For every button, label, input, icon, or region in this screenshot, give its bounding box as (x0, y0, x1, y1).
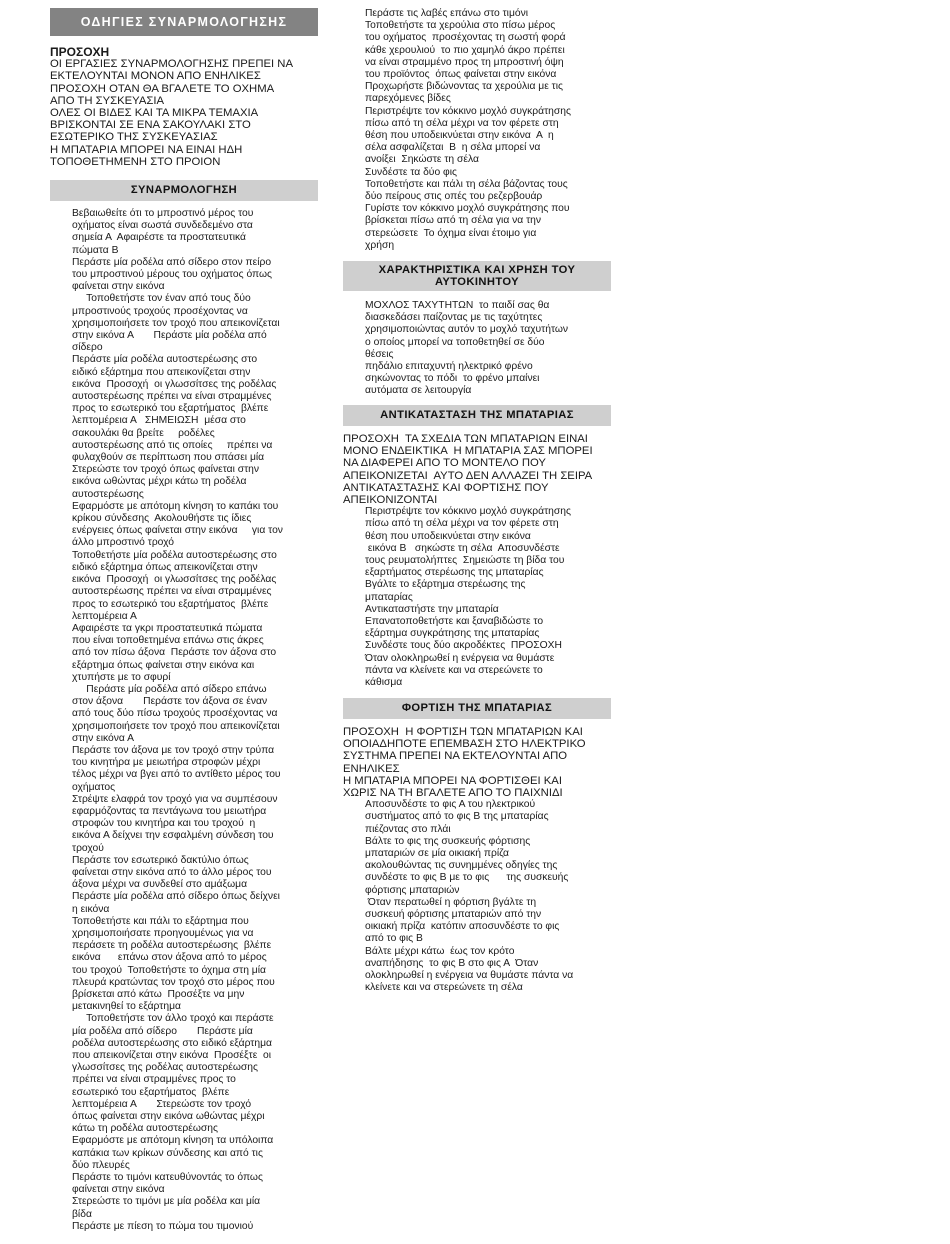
assembly-text (50, 208, 350, 1233)
battery-caution-line: ΑΠΕΙΚΟΝΙΖΕΤΑΙ ΑΥΤΟ ΔΕΝ ΑΛΛΑΖΕΙ ΤΗ ΣΕΙΡΑ (343, 469, 593, 482)
assembly-continued-line: κάθε χερουλιού το πιο χαμηλό άκρο πρέπει (365, 44, 565, 56)
caution-line: ΟΙ ΕΡΓΑΣΙΕΣ ΣΥΝΑΡΜΟΛΟΓΗΣΗΣ ΠΡΕΠΕΙ ΝΑ (50, 58, 294, 71)
features-line: χρησιμοποιώντας αυτόν το μοχλό ταχυτήτων (365, 324, 569, 336)
assembly-line: εικόνα επάνω στον άξονα από το μέρος (72, 952, 267, 964)
assembly-line: από τον πίσω άξονα Περάστε τον άξονα στο (72, 647, 277, 659)
assembly-line: βίδα (72, 1208, 92, 1220)
charging-line: Βάλτε μέχρι κάτω έως τον κρότο (365, 945, 515, 957)
charging-line: ολοκληρωθεί η ενέργεια να θυμάστε πάντα να (365, 970, 574, 982)
caution-line: Η ΜΠΑΤΑΡΙΑ ΜΠΟΡΕΙ ΝΑ ΕΙΝΑΙ ΗΔΗ (50, 143, 243, 156)
assembly-continued-line: Γυρίστε τον κόκκινο μοχλό συγκράτησης που (365, 203, 570, 215)
charging-line: Όταν περατωθεί η φόρτιση βγάλτε τη (365, 896, 537, 908)
assembly-line: Περάστε με πίεση το πώμα του τιμονιού (72, 1220, 254, 1232)
caution-label: ΠΡΟΣΟΧΗ (50, 45, 110, 59)
assembly-continued-line: Συνδέστε τα δύο φις (365, 166, 457, 178)
assembly-line: φαίνεται στην εικόνα από το άλλο μέρος του (72, 866, 272, 878)
battery-line: Αντικαταστήστε την μπαταρία (365, 603, 499, 615)
assembly-line: που απεικονίζεται στην εικόνα Προσέξτε οι (72, 1050, 272, 1062)
assembly-line: εικόνα Προσοχή οι γλωσσίτσες της ροδέλας (72, 378, 277, 390)
assembly-line: χρησιμοποιήσετε τον τροχό που απεικονίζεται (72, 720, 280, 732)
battery-line: Επανατοποθετήστε και ξαναβιδώστε το (365, 616, 544, 628)
assembly-line: ροδέλα αυτοστερέωσης στο ειδικό εξάρτημα (72, 1037, 272, 1049)
features-heading-line2: ΑΥΤΟΚΙΝΗΤΟΥ (434, 276, 520, 288)
battery-caution-line: ΑΝΤΙΚΑΤΑΣΤΑΣΗΣ ΚΑΙ ΦΟΡΤΙΣΗΣ ΠΟΥ (343, 481, 549, 494)
assembly-line: αυτοστερέωσης από τις οποίες πρέπει να (72, 439, 273, 451)
battery-replace-heading (343, 405, 611, 426)
charging-line: κλείνετε και να στερεώνετε τη σέλα (365, 982, 523, 994)
charging-line: ακολουθώντας τις συνημμένες οδηγίες της (365, 860, 558, 872)
charging-line: συνδέστε το φις Β με το φις της συσκευής (365, 872, 569, 884)
assembly-continued-line: Τοποθετήστε και πάλι τη σέλα βάζοντας τους (365, 178, 568, 190)
assembly-line: του κινητήρα με μειωτήρα στροφών μέχρι (72, 757, 261, 769)
assembly-continued-line: χρήση (365, 239, 395, 251)
charging-line: συσκευή φόρτισης μπαταριών από την (365, 909, 542, 921)
assembly-line: οχήματος (72, 781, 116, 793)
assembly-line: στον άξονα Περάστε τον άξονα σε έναν (72, 696, 268, 708)
charging-line: συστήματος από το φις Β της μπαταρίας (365, 811, 549, 823)
battery-line: Βγάλτε το εξάρτημα στερέωσης της (365, 579, 526, 591)
assembly-continued-line: ανοίξει Σηκώστε τη σέλα (365, 154, 479, 166)
charging-line: οικιακή πρίζα κατόπιν αποσυνδέστε το φις (365, 921, 560, 933)
assembly-line: εξάρτημα όπως φαίνεται στην εικόνα και (72, 659, 255, 671)
assembly-heading (50, 180, 318, 201)
assembly-line: πώματα Β (72, 244, 119, 256)
charging-caution (343, 726, 611, 799)
assembly-line: αυτοστερέωσης πρέπει να είναι στραμμένες (72, 586, 272, 598)
assembly-line: Εφαρμόστε με απότομη κίνηση τα υπόλοιπα (72, 1135, 274, 1147)
assembly-line: Τοποθετήστε τον άλλο τροχό και περάστε (72, 1013, 274, 1025)
caution-line: ΕΣΩΤΕΡΙΚΟ ΤΗΣ ΣΥΣΚΕΥΑΣΙΑΣ (50, 131, 218, 144)
assembly-line: Περάστε μία ροδέλα από σίδερο όπως δείχνει (72, 891, 280, 903)
assembly-line: Τοποθετήστε τον έναν από τους δύο (72, 293, 251, 305)
features-line: ο οποίος μπορεί να τοποθετηθεί σε δύο (365, 336, 545, 348)
charging-caution-line: ΣΥΣΤΗΜΑ ΠΡΕΠΕΙ ΝΑ ΕΚΤΕΛΟΥΝΤΑΙ ΑΠΟ (343, 750, 568, 763)
assembly-line: Στρέψτε ελαφρά τον τροχό για να συμπέσουν (72, 793, 278, 805)
assembly-line: Περάστε μία ροδέλα από σίδερο επάνω (72, 683, 267, 695)
battery-caution-line: ΜΟΝΟ ΕΝΔΕΙΚΤΙΚΑ Η ΜΠΑΤΑΡΙΑ ΣΑΣ ΜΠΟΡΕΙ (343, 445, 593, 458)
assembly-line: εικόνα Α δείχνει την εσφαλμένη σύνδεση του (72, 830, 274, 842)
battery-line: κάθισμα (365, 677, 403, 689)
assembly-line: Εφαρμόστε με απότομη κίνηση το καπάκι του (72, 500, 279, 512)
assembly-line: χτυπήστε με το σφυρί (72, 671, 171, 683)
assembly-line: καπάκια των κρίκων σύνδεσης και από τις (72, 1147, 263, 1159)
battery-replace-caution (343, 433, 611, 506)
assembly-line: λεπτομέρεια Α (72, 610, 137, 622)
assembly-line: φαίνεται στην εικόνα (72, 1184, 165, 1196)
battery-replace-heading-text: ΑΝΤΙΚΑΤΑΣΤΑΣΗ ΤΗΣ ΜΠΑΤΑΡΙΑΣ (380, 409, 574, 421)
assembly-line: λεπτομέρεια Α Στερεώστε τον τροχό (72, 1098, 252, 1110)
assembly-line: όπως φαίνεται στην εικόνα ωθώντας μέχρι (72, 1111, 265, 1123)
assembly-line: εφαρμόζοντας τα πεντάγωνα του μειωτήρα (72, 805, 267, 817)
charging-caution-line: ΕΝΗΛΙΚΕΣ (343, 762, 400, 775)
assembly-line: εσωτερικό του εξαρτήματος βλέπε (72, 1086, 230, 1098)
battery-line: Συνδέστε τους δύο ακροδέκτες ΠΡΟΣΟΧΗ (365, 640, 562, 652)
assembly-continued-line: σέλα ασφαλίζεται Β η σέλα μπορεί να (365, 142, 541, 154)
assembly-line: που είναι τοποθετημένα επάνω στις άκρες (72, 635, 264, 647)
charging-caution-line: ΧΩΡΙΣ ΝΑ ΤΗ ΒΓΑΛΕΤΕ ΑΠΟ ΤΟ ΠΑΙΧΝΙΔΙ (343, 787, 563, 800)
charging-text (343, 799, 611, 994)
battery-line: Περιστρέψτε τον κόκκινο μοχλό συγκράτησης (365, 506, 571, 518)
assembly-continued-line: Τοποθετήστε τα χερούλια στο πίσω μέρος (365, 20, 556, 32)
assembly-line: η εικόνα (72, 903, 110, 915)
features-line: διασκεδάσει παίζοντας με τις ταχύτητες (365, 312, 543, 324)
features-line: αυτόματα σε λειτουργία (365, 385, 472, 397)
assembly-line: μπροστινούς τροχούς προσέχοντας να (72, 305, 248, 317)
assembly-line: ενέργειες όπως φαίνεται στην εικόνα για τον (72, 525, 283, 537)
assembly-line: Βεβαιωθείτε ότι το μπροστινό μέρος του (72, 208, 254, 219)
battery-caution-line: ΝΑ ΔΙΑΦΕΡΕΙ ΑΠΟ ΤΟ ΜΟΝΤΕΛΟ ΠΟΥ (343, 457, 546, 470)
assembly-line: στροφών του κινητήρα και του τροχού η (72, 818, 256, 830)
battery-caution-line: ΠΡΟΣΟΧΗ ΤΑ ΣΧΕΔΙΑ ΤΩΝ ΜΠΑΤΑΡΙΩΝ ΕΙΝΑΙ (343, 433, 588, 445)
battery-line: εικόνα Β σηκώστε τη σέλα Αποσυνδέστε (365, 542, 560, 554)
assembly-line: του μπροστινού μέρους του οχήματος όπως (72, 269, 273, 281)
assembly-line: Περάστε μία ροδέλα από σίδερο στον πείρο (72, 256, 272, 268)
charging-line: από το φις Β (365, 933, 423, 945)
features-heading-line1: ΧΑΡΑΚΤΗΡΙΣΤΙΚΑ ΚΑΙ ΧΡΗΣΗ ΤΟΥ (378, 264, 576, 276)
features-line: σηκώνοντας το πόδι το φρένο μπαίνει (365, 373, 540, 385)
caution-block (50, 46, 322, 168)
charging-heading-text: ΦΟΡΤΙΣΗ ΤΗΣ ΜΠΑΤΑΡΙΑΣ (401, 702, 553, 714)
assembly-line: Στερεώστε το τιμόνι με μία ροδέλα και μία (72, 1196, 261, 1208)
assembly-line: τροχού (72, 842, 104, 854)
battery-replace-section (343, 433, 611, 689)
assembly-line: κάτω τη ροδέλα αυτοστερέωσης (72, 1123, 218, 1135)
charging-section (343, 726, 611, 994)
assembly-line: γλωσσίτσες της ροδέλας αυτοστερέωσης (72, 1062, 258, 1074)
battery-line: πίσω από τη σέλα μέχρι να τον φέρετε στη (365, 518, 559, 530)
assembly-line: σημεία Α Αφαιρέστε τα προστατευτικά (72, 232, 246, 244)
assembly-line: άλλο μπροστινό τροχό (72, 537, 174, 549)
caution-line: ΠΡΟΣΟΧΗ ΟΤΑΝ ΘΑ ΒΓΑΛΕΤΕ ΤΟ ΟΧΗΜΑ (50, 82, 275, 95)
assembly-line: σακουλάκι θα βρείτε ροδέλες (72, 427, 215, 439)
battery-line: θέση που υποδεικνύεται στην εικόνα (365, 530, 531, 542)
assembly-line: Τοποθετήστε και πάλι το εξάρτημα που (72, 915, 249, 927)
charging-caution-line: Η ΜΠΑΤΑΡΙΑ ΜΠΟΡΕΙ ΝΑ ΦΟΡΤΙΣΘΕΙ ΚΑΙ (343, 774, 562, 787)
features-line: ΜΟΧΛΟΣ ΤΑΧΥΤΗΤΩΝ το παιδί σας θα (365, 300, 550, 311)
caution-line: ΒΡΙΣΚΟΝΤΑΙ ΣΕ ΕΝΑ ΣΑΚΟΥΛΑΚΙ ΣΤΟ (50, 119, 251, 132)
battery-line: τους ρευματολήπτες Σημειώστε τη βίδα του (365, 555, 565, 567)
assembly-line: χρησιμοποιήσετε τον τροχό που απεικονίζεται (72, 317, 280, 329)
assembly-line: τέλος μέχρι να βγει από το αντίθετο μέρος του (72, 769, 281, 781)
charging-heading (343, 698, 611, 719)
assembly-line: χρησιμοποιήσατε προηγουμένως για να (72, 927, 254, 939)
assembly-continued-line: βρίσκεται πίσω από τη σέλα για να την (365, 215, 542, 227)
assembly-continued-text (343, 8, 611, 252)
assembly-continued-line: Περιστρέψτε τον κόκκινο μοχλό συγκράτησης (365, 105, 571, 117)
battery-caution-line: ΑΠΕΙΚΟΝΙΖΟΝΤΑΙ (343, 494, 438, 507)
caution-lines (50, 58, 322, 168)
charging-line: πιέζοντας στο πλάι (365, 823, 451, 835)
assembly-line: Στερεώστε τον τροχό όπως φαίνεται στην (72, 464, 260, 476)
caution-line: ΤΟΠΟΘΕΤΗΜΕΝΗ ΣΤΟ ΠΡΟΙΟΝ (50, 155, 221, 168)
charging-caution-line: ΟΠΟΙΑΔΗΠΟΤΕ ΕΠΕΜΒΑΣΗ ΣΤΟ ΗΛΕΚΤΡΙΚΟ (343, 738, 586, 751)
charging-line: μπαταριών σε μία οικιακή πρίζα (365, 848, 509, 860)
assembly-line: εικόνα Προσοχή οι γλωσσίτσες της ροδέλας (72, 574, 277, 586)
assembly-continued (343, 8, 611, 252)
features-heading (343, 261, 611, 291)
assembly-line: φυλαχθούν σε περίπτωση που σπάσει μία (72, 452, 265, 464)
caution-line: ΟΛΕΣ ΟΙ ΒΙΔΕΣ ΚΑΙ ΤΑ ΜΙΚΡΑ ΤΕΜΑΧΙΑ (50, 107, 259, 120)
assembly-line: Περάστε μία ροδέλα αυτοστερέωσης στο (72, 354, 258, 366)
assembly-heading-text: ΣΥΝΑΡΜΟΛΟΓΗΣΗ (130, 184, 238, 196)
charging-line: Αποσυνδέστε το φις Α του ηλεκτρικού (365, 799, 536, 811)
battery-line: μπαταρίας (365, 591, 413, 603)
assembly-line: πρέπει να είναι στραμμένες προς το (72, 1074, 236, 1086)
charging-caution-line: ΠΡΟΣΟΧΗ Η ΦΟΡΤΙΣΗ ΤΩΝ ΜΠΑΤΑΡΙΩΝ ΚΑΙ (343, 726, 583, 738)
assembly-line: πλευρά κρατώντας τον τροχό στο μέρος που (72, 976, 275, 988)
assembly-line: Αφαιρέστε τα γκρι προστατευτικά πώματα (72, 622, 263, 634)
battery-line: εξάρτημα συγκράτησης της μπαταρίας (365, 628, 540, 640)
assembly-line: λεπτομέρεια Α ΣΗΜΕΙΩΣΗ μέσα στο (72, 415, 246, 427)
assembly-continued-line: να είναι στραμμένο προς τη μπροστινή όψη (365, 56, 564, 68)
document-title: ΟΔΗΓΙΕΣ ΣΥΝΑΡΜΟΛΟΓΗΣΗΣ (50, 8, 318, 36)
caution-text (50, 46, 322, 168)
assembly-line: μία ροδέλα από σίδερο Περάστε μία (72, 1025, 253, 1037)
assembly-line: Περάστε τον εσωτερικό δακτύλιο όπως (72, 854, 249, 866)
assembly-continued-line: πίσω από τη σέλα μέχρι να τον φέρετε στη (365, 117, 559, 129)
caution-line: ΕΚΤΕΛΟΥΝΤΑΙ ΜΟΝΟΝ ΑΠΟ ΕΝΗΛΙΚΕΣ (50, 70, 261, 83)
assembly-continued-line: θέση που υποδεικνύεται στην εικόνα Α η (365, 130, 554, 142)
assembly-line: κρίκου σύνδεσης Ακολουθήστε τις ίδιες (72, 513, 252, 525)
battery-line: εξαρτήματος στερέωσης της μπαταρίας (365, 567, 544, 579)
features-section (343, 300, 611, 398)
assembly-line: σίδερο (72, 342, 103, 354)
assembly-line: Περάστε τον άξονα με τον τροχό στην τρύπα (72, 744, 275, 756)
assembly-line: στην εικόνα Α (72, 732, 135, 744)
assembly-continued-line: του προϊόντος όπως φαίνεται στην εικόνα (365, 69, 557, 81)
assembly-line: ειδικό εξάρτημα όπως απεικονίζεται στην (72, 561, 258, 573)
assembly-line: εικόνα ωθώντας μέχρι κάτω τη ροδέλα (72, 476, 247, 488)
assembly-continued-line: στερεώσετε Το όχημα είναι έτοιμο για (365, 227, 537, 239)
battery-replace-text (343, 506, 611, 689)
features-line: θέσεις (365, 348, 394, 360)
assembly-continued-line: Προχωρήστε βιδώνοντας τα χερούλια με τις (365, 81, 563, 93)
assembly-line: αυτοστερέωσης πρέπει να είναι στραμμένες (72, 391, 272, 403)
assembly-line: μετακινηθεί το εξάρτημα (72, 1001, 181, 1013)
charging-line: φόρτισης μπαταριών (365, 884, 460, 896)
assembly-section (50, 208, 350, 1233)
charging-line: αναπήδησης το φις Β στο φις Α Όταν (365, 957, 539, 969)
assembly-line: περάσετε τη ροδέλα αυτοστερέωσης βλέπε (72, 940, 272, 952)
assembly-line: από τους δύο πίσω τροχούς προσέχοντας να (72, 708, 278, 720)
assembly-line: βρίσκεται από κάτω Προσέξτε να μην (72, 989, 245, 1000)
assembly-line: αυτοστερέωσης (72, 488, 144, 500)
assembly-continued-line: παρεχόμενες βίδες (365, 93, 451, 105)
assembly-line: οχήματος είναι σωστά συνδεδεμένο στα (72, 220, 253, 232)
battery-line: Όταν ολοκληρωθεί η ενέργεια να θυμάστε (365, 652, 555, 664)
assembly-line: στην εικόνα Α Περάστε μία ροδέλα από (72, 330, 267, 342)
assembly-line: Τοποθετήστε μία ροδέλα αυτοστερέωσης στο (72, 549, 277, 561)
assembly-continued-line: Περάστε τις λαβές επάνω στο τιμόνι (365, 8, 529, 19)
assembly-continued-line: του οχήματος προσέχοντας τη σωστή φορά (365, 32, 566, 44)
features-text (343, 300, 611, 398)
battery-line: πάντα να κλείνετε και να στερεώνετε το (365, 664, 543, 676)
charging-line: Βάλτε το φις της συσκευής φόρτισης (365, 835, 531, 847)
assembly-line: προς το εσωτερικό του εξαρτήματος βλέπε (72, 598, 269, 610)
assembly-line: προς το εσωτερικό του εξαρτήματος βλέπε (72, 403, 269, 415)
assembly-continued-line: δύο πείρους στις οπές του ρεζερβουάρ (365, 191, 543, 203)
caution-line: ΑΠΟ ΤΗ ΣΥΣΚΕΥΑΣΙΑ (50, 94, 165, 107)
assembly-line: Περάστε το τιμόνι κατευθύνοντάς το όπως (72, 1172, 263, 1184)
features-line: πηδάλιο επιταχυντή ηλεκτρικό φρένο (365, 361, 533, 373)
assembly-line: δύο πλευρές (72, 1159, 130, 1171)
assembly-line: άξονα μέχρι να συνδεθεί στο αμάξωμα (72, 879, 248, 891)
assembly-line: του τροχού Τοποθετήστε το όχημα στη μία (72, 964, 266, 976)
assembly-line: φαίνεται στην εικόνα (72, 281, 165, 293)
assembly-line: ειδικό εξάρτημα που απεικονίζεται στην (72, 366, 251, 378)
